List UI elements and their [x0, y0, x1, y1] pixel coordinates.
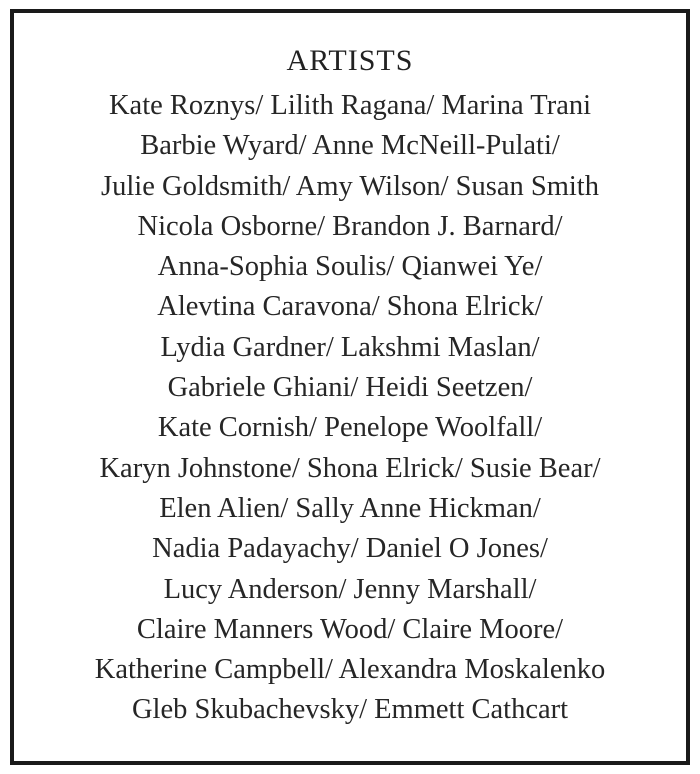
artists-card: [10, 9, 690, 765]
artist-line: Lydia Gardner/ Lakshmi Maslan/: [160, 331, 540, 363]
artist-line: Elen Alien/ Sally Anne Hickman/: [159, 492, 541, 524]
artist-line: Gabriele Ghiani/ Heidi Seetzen/: [167, 372, 533, 404]
artist-line: Claire Manners Wood/ Claire Moore/: [136, 613, 564, 645]
artist-line: Karyn Johnstone/ Shona Elrick/ Susie Bear/: [99, 452, 601, 484]
artist-line: Nadia Padayachy/ Daniel O Jones/: [152, 533, 548, 565]
artist-line: Nicola Osborne/ Brandon J. Barnard/: [137, 210, 563, 242]
artist-line: Kate Roznys/ Lilith Ragana/ Marina Trani: [108, 90, 592, 121]
artists-list: [14, 86, 686, 731]
artist-line: Kate Cornish/ Penelope Woolfall/: [157, 412, 543, 444]
artist-line: Katherine Campbell/ Alexandra Moskalenko: [94, 654, 606, 686]
artist-line: Julie Goldsmith/ Amy Wilson/ Susan Smith: [101, 170, 599, 202]
artist-line: Barbie Wyard/ Anne McNeill-Pulati/: [140, 130, 560, 162]
artist-line: Anna-Sophia Soulis/ Qianwei Ye/: [157, 251, 543, 283]
artist-line: Lucy Anderson/ Jenny Marshall/: [163, 573, 537, 605]
artist-line: Gleb Skubachevsky/ Emmett Cathcart: [131, 694, 569, 726]
artist-line: Alevtina Caravona/ Shona Elrick/: [157, 291, 543, 323]
artists-heading: ARTISTS: [286, 44, 414, 77]
